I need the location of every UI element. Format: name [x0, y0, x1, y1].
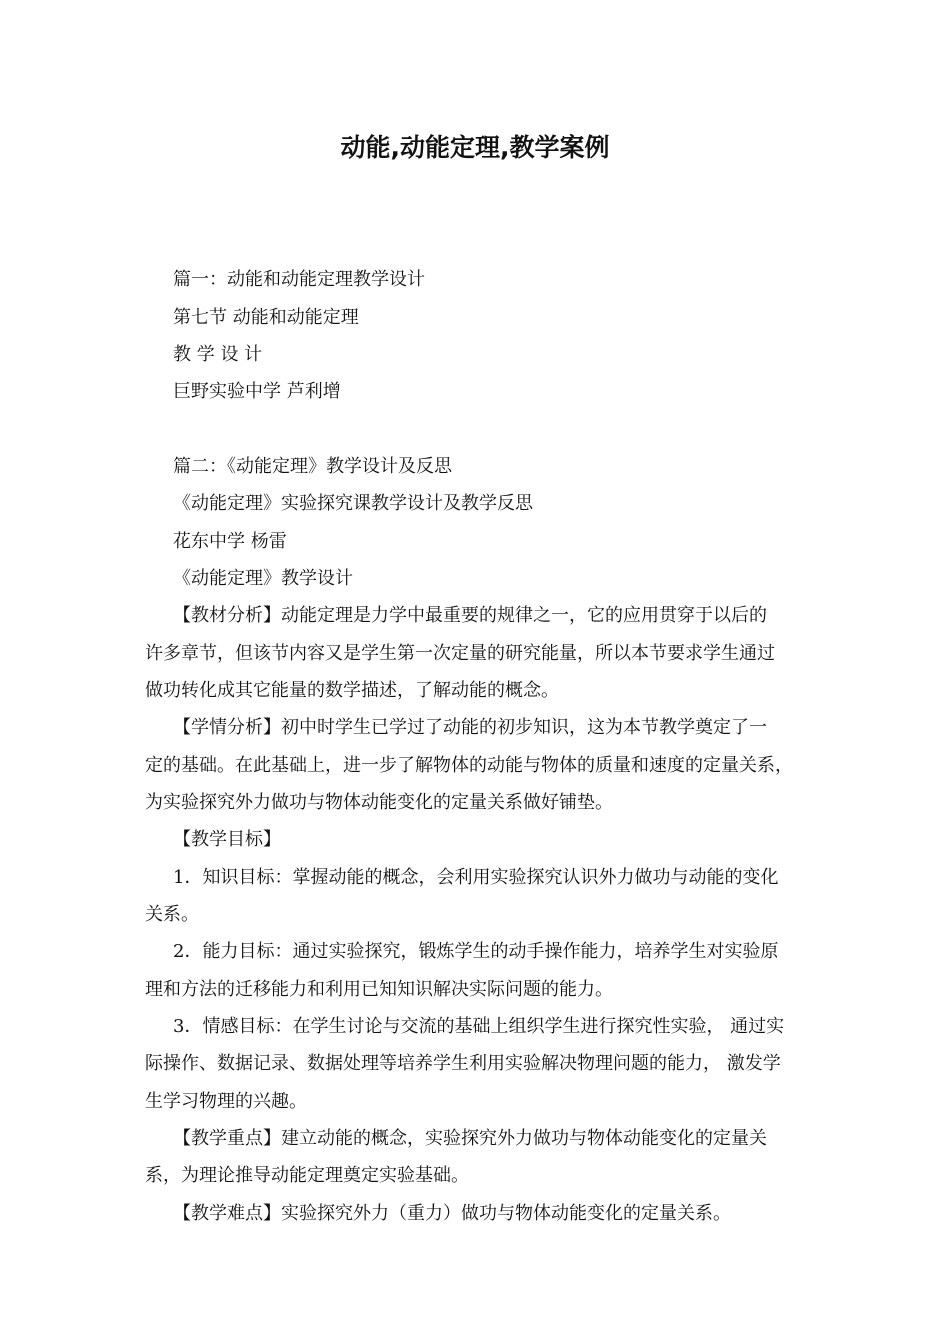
text-line: 【学情分析】初中时学生已学过了动能的初步知识，这为本节教学奠定了一: [173, 717, 767, 738]
text-line: 《动能定理》实验探究课教学设计及教学反思: [173, 493, 533, 514]
text-line: 【教学目标】: [173, 829, 281, 850]
text-line: 做功转化成其它能量的数学描述，了解动能的概念。: [145, 680, 559, 701]
text-line: 理和方法的迁移能力和利用已知知识解决实际问题的能力。: [145, 979, 613, 1000]
text-line: 《动能定理》教学设计: [173, 568, 353, 589]
text-line: 3．情感目标：在学生讨论与交流的基础上组织学生进行探究性实验， 通过实: [173, 1016, 785, 1037]
text-line: 教 学 设 计: [173, 344, 263, 365]
text-line: 1．知识目标：掌握动能的概念，会利用实验探究认识外力做功与动能的变化: [173, 867, 779, 888]
document-title: 动能,动能定理,教学案例: [340, 133, 610, 162]
text-line: 巨野实验中学 芦利增: [173, 381, 341, 402]
text-line: 关系。: [145, 904, 199, 925]
text-line: 许多章节，但该节内容又是学生第一次定量的研究能量，所以本节要求学生通过: [145, 643, 775, 664]
text-line: 【教材分析】动能定理是力学中最重要的规律之一，它的应用贯穿于以后的: [173, 605, 767, 626]
text-line: 定的基础。在此基础上，进一步了解物体的动能与物体的质量和速度的定量关系，: [145, 755, 793, 776]
text-line: 第七节 动能和动能定理: [173, 307, 359, 328]
text-line: 篇一：动能和动能定理教学设计: [173, 269, 425, 290]
text-line: 花东中学 杨雷: [173, 531, 287, 552]
text-line: 【教学难点】实验探究外力（重力）做功与物体动能变化的定量关系。: [173, 1203, 731, 1224]
text-line: 生学习物理的兴趣。: [145, 1091, 307, 1112]
text-line: 2．能力目标：通过实验探究，锻炼学生的动手操作能力，培养学生对实验原: [173, 941, 779, 962]
text-line: 为实验探究外力做功与物体动能变化的定量关系做好铺垫。: [145, 792, 613, 813]
text-line: 际操作、数据记录、数据处理等培养学生利用实验解决物理问题的能力， 激发学: [145, 1053, 781, 1074]
text-line: 【教学重点】建立动能的概念，实验探究外力做功与物体动能变化的定量关: [173, 1128, 767, 1149]
text-line: 系，为理论推导动能定理奠定实验基础。: [145, 1165, 469, 1186]
text-line: 篇二：《动能定理》教学设计及反思: [173, 456, 452, 477]
